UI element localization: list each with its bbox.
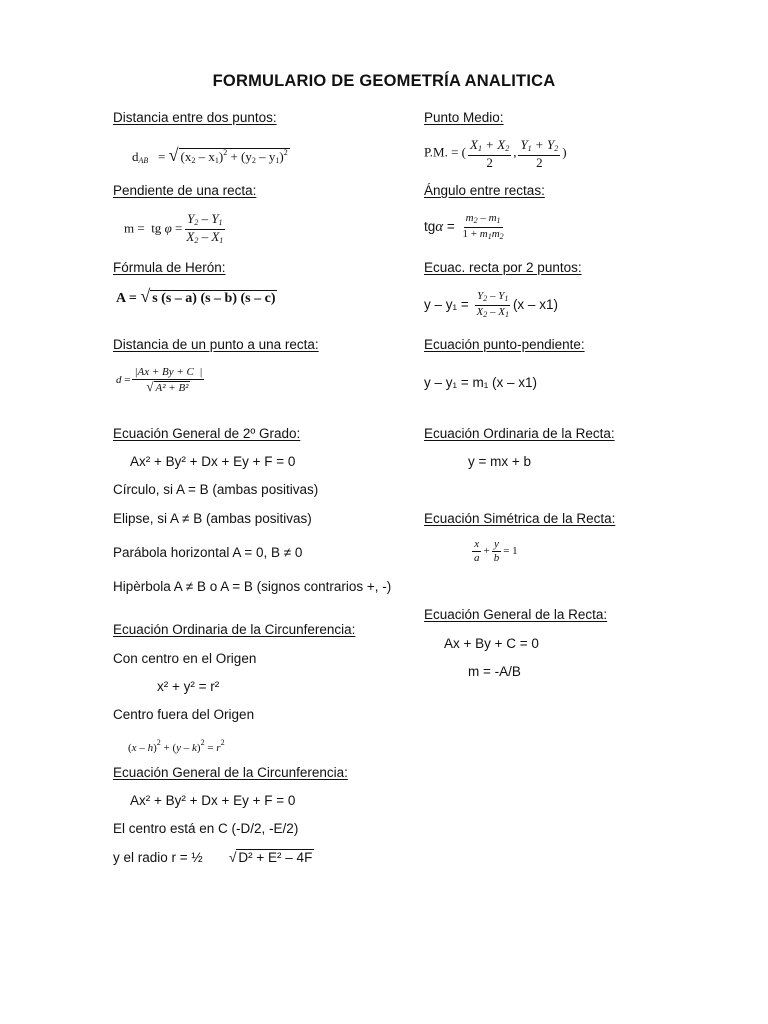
circle-general-equation: Ax² + By² + Dx + Ey + F = 0 <box>130 793 296 808</box>
distance-two-points-heading: Distancia entre dos puntos: <box>113 110 277 125</box>
circle-radius-label: y el radio r = ½ <box>113 850 203 865</box>
slope-formula: m = tg φ = $\frac{Y_2 - Y_1}{X_2 - X_1}$ <box>124 211 224 245</box>
line-two-points-formula: y – y₁ = $\frac{Y_2 - Y_1}{X_2 - X_1}$ (x – x1) <box>424 290 558 319</box>
line-general-equation: Ax + By + C = 0 <box>444 636 539 651</box>
circle-ordinary-heading: Ecuación Ordinaria de la Circunferencia: <box>113 622 356 637</box>
circle-general-heading: Ecuación General de la Circunferencia: <box>113 765 348 780</box>
hyperbola-condition: Hipèrbola A ≠ B o A = B (signos contrarios +, -) <box>113 579 392 594</box>
line-two-points-lhs: y – y₁ = <box>424 297 469 313</box>
off-origin-center-label: Centro fuera del Origen <box>113 707 255 722</box>
distance-formula: $d_{AB}$ = √ $(x_2 - x_1)^2 + (y_2 - y_1)^2$ <box>132 145 288 165</box>
line-symmetric-formula: $\frac{x}{a}$ + $\frac{y}{b}$ = 1 <box>474 538 518 564</box>
heron-heading: Fórmula de Herón: <box>113 260 226 275</box>
circle-condition: Círculo, si A = B (ambas positivas) <box>113 482 319 497</box>
origin-center-equation: x² + y² = r² <box>157 679 220 694</box>
off-origin-circle-formula: $(x - h)^2 + (y - k)^2 = r^2$ <box>128 738 225 754</box>
origin-center-label: Con centro en el Origen <box>113 651 257 666</box>
page-title: FORMULARIO DE GEOMETRÍA ANALITICA <box>212 72 556 90</box>
midpoint-formula: P.M. = ( $\frac{X_1 + X_2}{2}$ , $\frac{Y_1 + Y_2}{2}$ ) <box>424 137 567 170</box>
circle-radius-root: √ D² + E² – 4F <box>229 850 313 865</box>
angle-between-lines-heading: Ángulo entre rectas: <box>424 183 545 198</box>
line-ordinary-heading: Ecuación Ordinaria de la Recta: <box>424 426 615 441</box>
line-two-points-heading: Ecuac. recta por 2 puntos: <box>424 260 582 275</box>
angle-formula: tgα = $\frac{m_2 - m_1}{1 + m_1m_2}$ <box>424 212 504 241</box>
general-second-degree-equation: Ax² + By² + Dx + Ey + F = 0 <box>130 454 296 469</box>
general-second-degree-heading: Ecuación General de 2º Grado: <box>113 426 301 441</box>
midpoint-heading: Punto Medio: <box>424 110 504 125</box>
point-slope-heading: Ecuación punto-pendiente: <box>424 337 585 352</box>
heron-formula: A = √ s (s – a) (s – b) (s – c) <box>116 286 276 306</box>
ellipse-condition: Elipse, si A ≠ B (ambas positivas) <box>113 511 312 526</box>
circle-center-text: El centro está en C (-D/2, -E/2) <box>113 821 299 836</box>
line-general-heading: Ecuación General de la Recta: <box>424 607 608 622</box>
line-ordinary-equation: y = mx + b <box>468 454 532 469</box>
slope-heading: Pendiente de una recta: <box>113 183 257 198</box>
point-slope-equation: y – y₁ = m₁ (x – x1) <box>424 375 538 390</box>
point-line-distance-formula: d = $\frac{|Ax + By + C |}{\text{√ A² + B²}}$ <box>116 366 203 394</box>
point-line-distance-heading: Distancia de un punto a una recta: <box>113 337 319 352</box>
line-symmetric-heading: Ecuación Simétrica de la Recta: <box>424 511 616 526</box>
line-general-slope: m = -A/B <box>468 664 521 679</box>
parabola-condition: Parábola horizontal A = 0, B ≠ 0 <box>113 545 303 560</box>
circle-radius-expression: D² + E² – 4F <box>238 850 313 865</box>
line-two-points-rhs: (x – x1) <box>512 297 558 313</box>
